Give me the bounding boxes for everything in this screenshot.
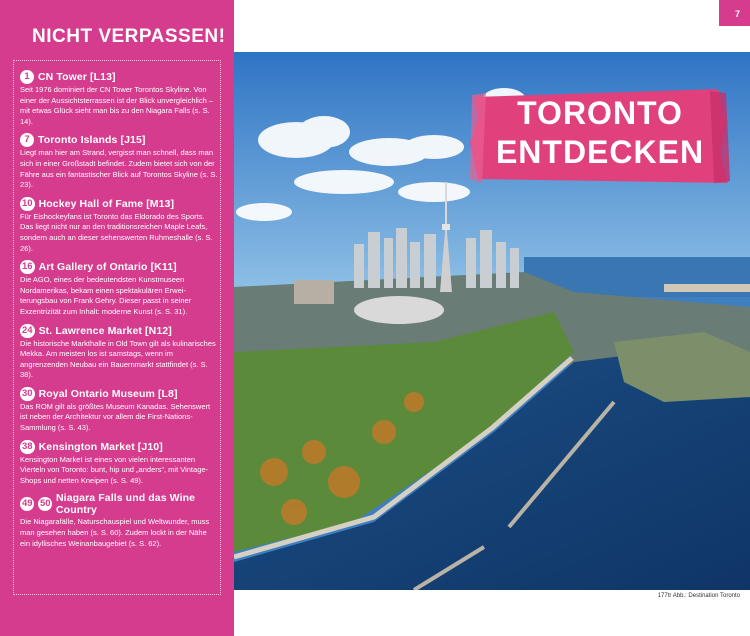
list-item xyxy=(20,387,218,434)
number-badge: 38 xyxy=(22,440,33,452)
photo-credit: 177tr Abb.: Destination Toronto xyxy=(657,593,740,599)
list-item xyxy=(20,197,218,254)
page-number: 7 xyxy=(734,9,740,19)
number-badge: 1 xyxy=(20,70,34,84)
highlights-list xyxy=(20,70,218,555)
number-badge: 49 xyxy=(22,498,33,510)
list-item xyxy=(20,70,218,127)
list-item xyxy=(20,133,218,190)
sidebar-heading: NICHT VERPASSEN! xyxy=(32,26,226,47)
entry-text: Die Niagarafälle, Naturschauspiel und Weltwunder, muss man gesehen haben (s. S. 60). Zudem lockt in der Nähe ein idyllisches Weinanbaugebiet (s. S. 62). xyxy=(20,517,210,548)
entry-text: Kensington Market ist eines von vielen interessanten Vierteln von Toronto: bunt, hip und „anders“, mit Vintage-Shops und netten Kneipen (s. S. 49). xyxy=(20,454,209,485)
title-line-2: ENTDECKEN xyxy=(495,134,705,170)
entry-title: Royal Ontario Museum [L8] xyxy=(38,387,178,400)
entry-title: CN Tower [L13] xyxy=(38,71,116,83)
list-item xyxy=(20,492,218,549)
list-item xyxy=(20,440,218,487)
entry-title: Toronto Islands [J15] xyxy=(38,134,146,147)
number-badge: 30 xyxy=(22,387,33,399)
entry-text: Die historische Markthalle in Old Town gilt als kulinarisches Mekka. Am meisten los ist samstags, wenn im angrenzenden Neubau ein Bauernmarkt stattfindet (s. S. 38). xyxy=(20,338,216,380)
rogers-centre xyxy=(354,296,444,324)
list-item xyxy=(20,260,218,317)
entry-title: St. Lawrence Market [N12] xyxy=(38,324,172,337)
entry-text: Für Eishockeyfans ist Toronto das Eldorado des Sports. Das liegt nicht nur an den traditionsreichen Maple Leafs, sondern auch an dieser sehenswerten Ruhmeshalle (s. S. 26). xyxy=(20,211,213,253)
island-airport xyxy=(664,284,750,292)
entry-title: Hockey Hall of Fame [M13] xyxy=(38,197,175,210)
number-badge: 24 xyxy=(22,324,33,336)
entry-text: Liegt man hier am Strand, vergisst man schnell, dass man sich in einer Großstadt befindet. Zudem bietet sich von der Fähre aus ein fantastischer Blick auf Torontos Skyline (s. S. 23). xyxy=(20,148,218,190)
entry-text: Seit 1976 dominiert der CN Tower Torontos Skyline. Von einer der Aussichtsterrassen ist der Blick unvergleichlich – mit etwas Glück sieht man bis zu den Niagara Falls (s. S. 14). xyxy=(20,85,214,126)
entry-text: Das ROM gilt als größtes Museum Kanadas. Sehenswert ist neben der Architektur vor allem die First-Nations-Sammlung (s. S. 43). xyxy=(20,401,211,433)
entry-title: Niagara Falls und das Wine Country xyxy=(56,492,196,517)
number-badge: 16 xyxy=(22,261,33,273)
entry-title: Art Gallery of Ontario [K11] xyxy=(38,261,177,274)
number-badge-second: 50 xyxy=(40,498,51,510)
highlights-sidebar xyxy=(0,0,234,636)
page-number-tab xyxy=(719,0,750,26)
entry-text: Die AGO, eines der bedeutendsten Kunstmuseen Nordamerikas, bekam einen spektakulären Erweiterungsbau von Frank Gehry. Dieser passt in seiner Exzentrizität zum Inhalt: moderne Kunst (s. S. 31). xyxy=(20,275,192,316)
number-badge: 7 xyxy=(20,133,34,147)
title-line-1: TORONTO xyxy=(517,95,683,131)
entry-title: Kensington Market [J10] xyxy=(38,440,163,453)
list-item xyxy=(20,324,218,381)
number-badge: 10 xyxy=(22,197,33,209)
